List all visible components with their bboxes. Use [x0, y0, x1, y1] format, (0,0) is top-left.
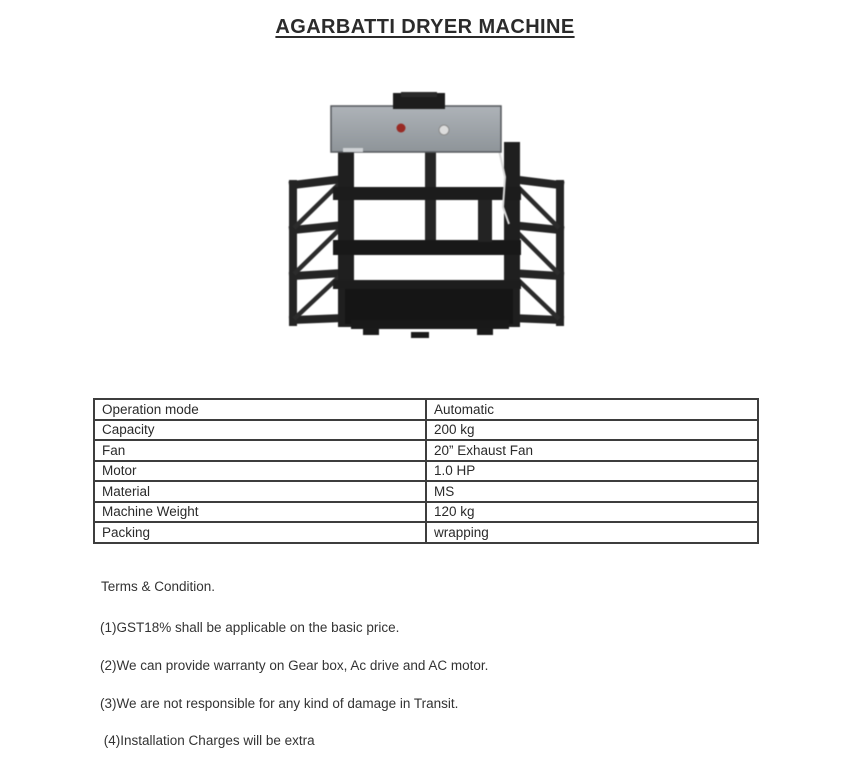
red-power-button-icon [397, 124, 406, 133]
spec-label: Capacity [94, 420, 426, 441]
page-title: AGARBATTI DRYER MACHINE [275, 16, 575, 38]
spec-label: Operation mode [94, 399, 426, 420]
control-panel [331, 106, 501, 152]
table-row [94, 420, 758, 441]
terms-heading: Terms & Condition. [101, 579, 216, 594]
machine-bottom-tray [333, 280, 521, 338]
spec-value: 200 kg [426, 420, 758, 441]
spec-value: wrapping [426, 522, 758, 543]
control-dial-icon [439, 125, 449, 135]
spec-label: Motor [94, 461, 426, 482]
table-row [94, 399, 758, 420]
terms-item-1: (1)GST18% shall be applicable on the basic price. [100, 620, 400, 635]
spec-label: Machine Weight [94, 502, 426, 523]
spec-value: 1.0 HP [426, 461, 758, 482]
spec-value: MS [426, 481, 758, 502]
spec-value: 20” Exhaust Fan [426, 440, 758, 461]
spec-label: Material [94, 481, 426, 502]
terms-item-3: (3)We are not responsible for any kind of damage in Transit. [100, 696, 459, 711]
table-row [94, 481, 758, 502]
terms-item-4: (4)Installation Charges will be extra [100, 733, 315, 748]
spec-label: Fan [94, 440, 426, 461]
table-row [94, 440, 758, 461]
spec-value: 120 kg [426, 502, 758, 523]
table-row [94, 461, 758, 482]
spec-value: Automatic [426, 399, 758, 420]
table-row [94, 522, 758, 543]
machine-photo [283, 92, 571, 338]
terms-item-2: (2)We can provide warranty on Gear box, Ac drive and AC motor. [100, 658, 489, 673]
spec-table [93, 398, 759, 544]
machine-illustration [283, 92, 571, 338]
table-row [94, 502, 758, 523]
spec-label: Packing [94, 522, 426, 543]
machine-top-motor-block [393, 92, 445, 109]
